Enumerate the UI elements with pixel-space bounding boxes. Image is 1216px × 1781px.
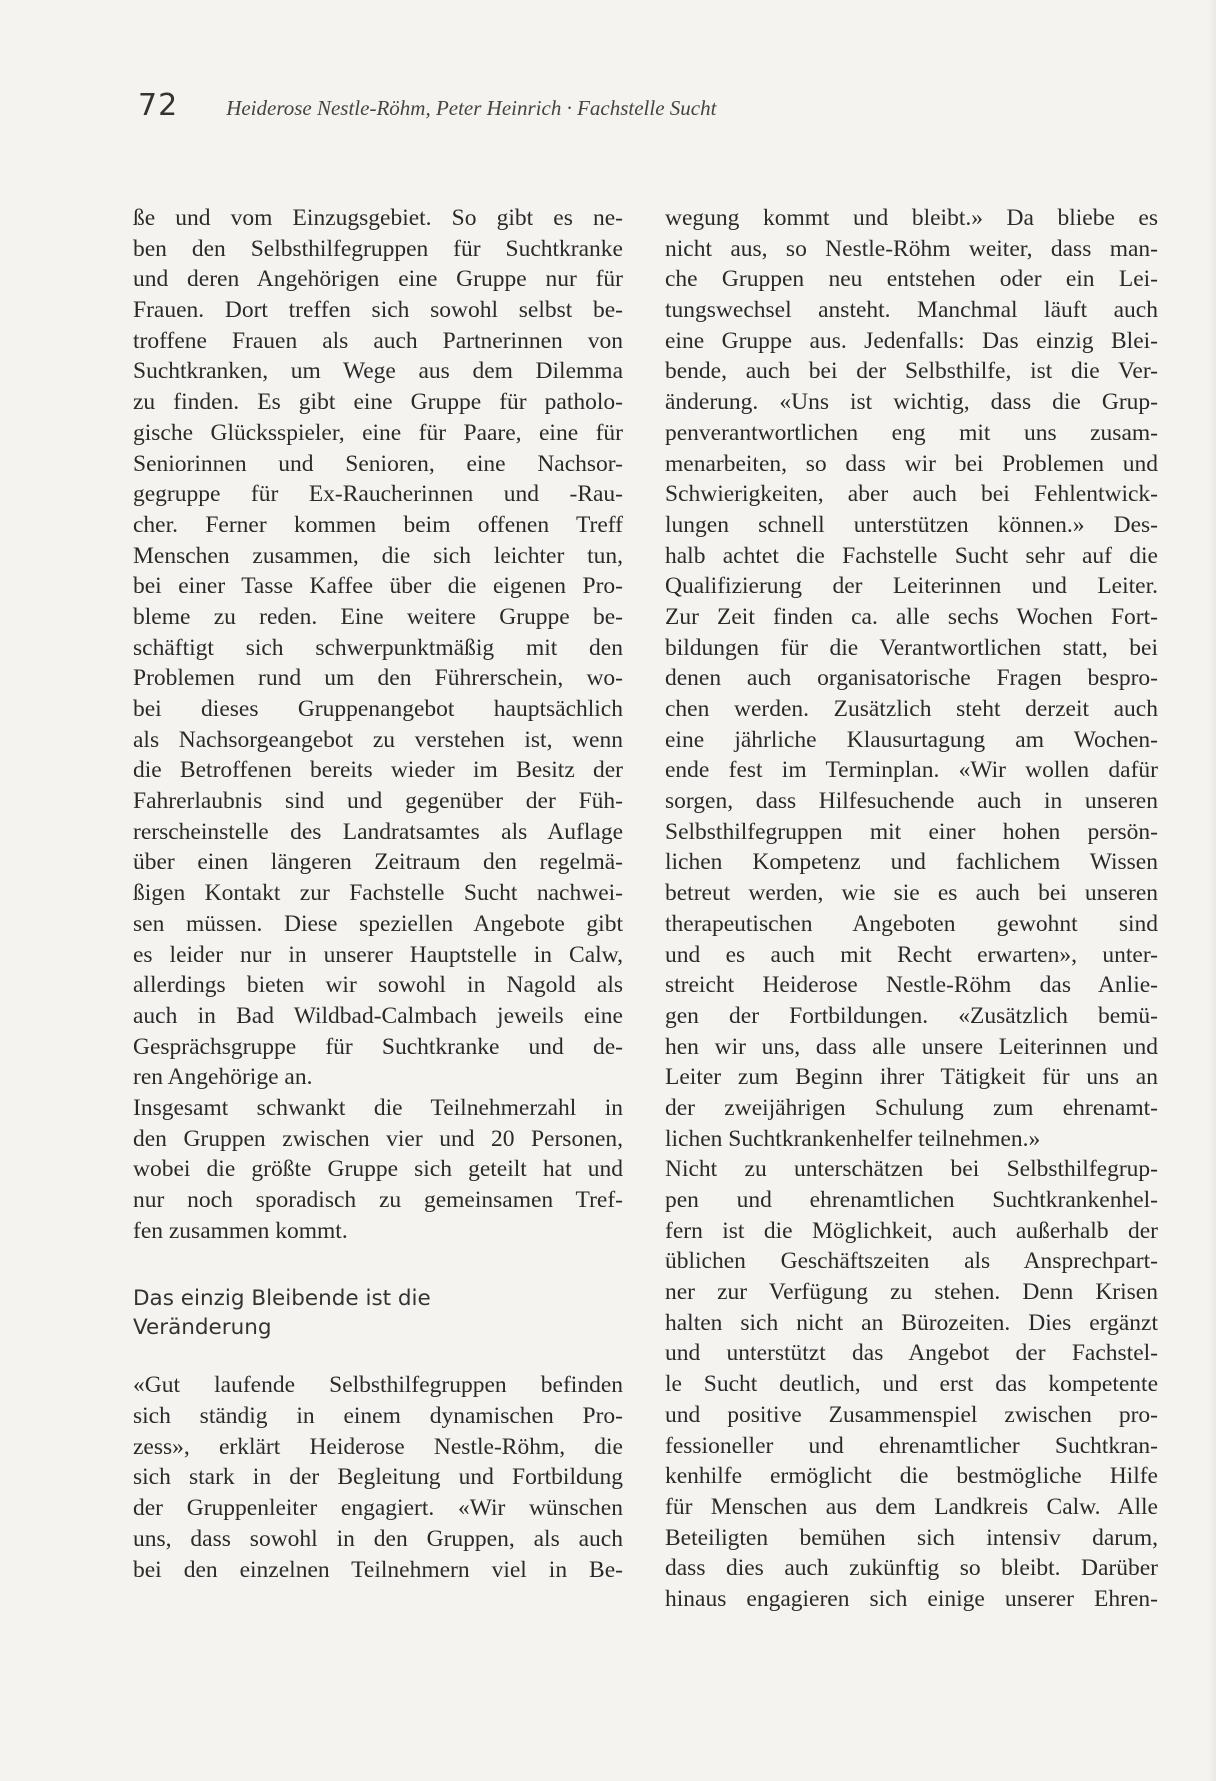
- text-line: penverantwortlichen eng mit uns zusam-: [665, 419, 1158, 446]
- text-line: ben den Selbsthilfegruppen für Suchtkranke: [133, 235, 623, 262]
- text-line: Zur Zeit finden ca. alle sechs Wochen Fort-: [665, 603, 1158, 630]
- text-line: uns, dass sowohl in den Gruppen, als auch: [133, 1525, 623, 1552]
- text-line: bleme zu reden. Eine weitere Gruppe be-: [133, 603, 623, 630]
- text-line: betreut werden, wie sie es auch bei unseren: [665, 880, 1158, 907]
- text-line: eine Gruppe aus. Jedenfalls: Das einzig Blei-: [665, 327, 1158, 354]
- text-line: gegruppe für Ex-Raucherinnen und -Rau-: [133, 481, 623, 508]
- text-line: ende fest im Terminplan. «Wir wollen dafür: [665, 757, 1158, 784]
- text-line: lichen Kompetenz und fachlichem Wissen: [665, 849, 1158, 876]
- text-line: schäftigt sich schwerpunktmäßig mit den: [133, 634, 623, 661]
- text-line: dass dies auch zukünftig so bleibt. Darüber: [665, 1555, 1158, 1582]
- text-line: gische Glücksspieler, eine für Paare, eine für: [133, 419, 623, 446]
- text-line: le Sucht deutlich, und erst das kompetente: [665, 1371, 1158, 1398]
- text-line: der Gruppenleiter engagiert. «Wir wünschen: [133, 1495, 623, 1522]
- text-line: Nicht zu unterschätzen bei Selbsthilfegrup-: [665, 1156, 1158, 1183]
- text-line: Frauen. Dort treffen sich sowohl selbst be-: [133, 297, 623, 324]
- text-line: und unterstützt das Angebot der Fachstel-: [665, 1340, 1158, 1367]
- text-line: zess», erklärt Heiderose Nestle-Röhm, die: [133, 1433, 623, 1460]
- text-line: chen werden. Zusätzlich steht derzeit auch: [665, 696, 1158, 722]
- section-heading: [133, 1284, 623, 1342]
- text-line: zu finden. Es gibt eine Gruppe für patholo-: [133, 389, 623, 416]
- text-line: menarbeiten, so dass wir bei Problemen und: [665, 450, 1158, 477]
- text-line: che Gruppen neu entstehen oder ein Lei-: [665, 266, 1158, 293]
- text-line: es leider nur in unserer Hauptstelle in Calw,: [133, 941, 623, 968]
- text-line: Qualifizierung der Leiterinnen und Leiter.: [665, 573, 1158, 600]
- text-line: der zweijährigen Schulung zum ehrenamt-: [665, 1094, 1158, 1121]
- text-line: hinaus engagieren sich einige unserer Ehren-: [665, 1585, 1158, 1612]
- text-line: Selbsthilfegruppen mit einer hohen persön-: [665, 818, 1158, 845]
- text-line: Leiter zum Beginn ihrer Tätigkeit für uns an: [665, 1064, 1158, 1091]
- text-line: sich stark in der Begleitung und Fortbildung: [133, 1464, 623, 1491]
- page-number: 72: [138, 88, 179, 123]
- paragraph: [665, 203, 1158, 1154]
- text-line: halb achtet die Fachstelle Sucht sehr auf die: [665, 542, 1158, 569]
- text-line: bei den einzelnen Teilnehmern viel in Be-: [133, 1556, 623, 1583]
- text-line: pen und ehrenamtlichen Suchtkrankenhel-: [665, 1187, 1158, 1213]
- text-line: nur noch sporadisch zu gemeinsamen Tref-: [133, 1187, 623, 1213]
- text-line: allerdings bieten wir sowohl in Nagold als: [133, 972, 623, 999]
- text-line: Fahrerlaubnis sind und gegenüber der Füh-: [133, 788, 623, 815]
- text-line: Menschen zusammen, die sich leichter tun,: [133, 542, 623, 569]
- text-line: wobei die größte Gruppe sich geteilt hat und: [133, 1156, 623, 1183]
- text-line: wegung kommt und bleibt.» Da bliebe es: [665, 205, 1158, 231]
- text-line: ßigen Kontakt zur Fachstelle Sucht nachwei-: [133, 880, 623, 907]
- text-line: sorgen, dass Hilfesuchende auch in unseren: [665, 788, 1158, 815]
- text-line: «Gut laufende Selbsthilfegruppen befinden: [133, 1372, 623, 1399]
- text-line: Suchtkranken, um Wege aus dem Dilemma: [133, 358, 623, 385]
- text-line: eine jährliche Klausurtagung am Wochen-: [665, 726, 1158, 753]
- heading-line: Das einzig Bleibende ist die: [133, 1286, 431, 1312]
- paragraph: [133, 1093, 623, 1246]
- text-line: streicht Heiderose Nestle-Röhm das Anlie-: [665, 972, 1158, 999]
- text-line: die Betroffenen bereits wieder im Besitz der: [133, 757, 623, 784]
- text-line: Problemen rund um den Führerschein, wo-: [133, 665, 623, 692]
- paragraph: [665, 1154, 1158, 1614]
- text-line: fern ist die Möglichkeit, auch außerhalb der: [665, 1217, 1158, 1244]
- text-line: als Nachsorgeangebot zu verstehen ist, wenn: [133, 726, 623, 753]
- text-line: Seniorinnen und Senioren, eine Nachsor-: [133, 450, 623, 477]
- text-line: für Menschen aus dem Landkreis Calw. Alle: [665, 1493, 1158, 1520]
- section-spacer: [133, 1246, 623, 1284]
- text-line: sen müssen. Diese speziellen Angebote gibt: [133, 910, 623, 937]
- text-line: üblichen Geschäftszeiten als Ansprechpart-: [665, 1248, 1158, 1275]
- text-line: bildungen für die Verantwortlichen statt, bei: [665, 634, 1158, 661]
- text-line: gen der Fortbildungen. «Zusätzlich bemü-: [665, 1002, 1158, 1029]
- text-line: bei einer Tasse Kaffee über die eigenen Pro-: [133, 573, 623, 600]
- text-line: kenhilfe ermöglicht die bestmögliche Hilfe: [665, 1463, 1158, 1490]
- text-line: bei dieses Gruppenangebot hauptsächlich: [133, 696, 623, 722]
- running-head: Heiderose Nestle-Röhm, Peter Heinrich · Fachstelle Sucht: [226, 96, 717, 120]
- text-line: Gesprächsgruppe für Suchtkranke und de-: [133, 1033, 623, 1060]
- text-line: den Gruppen zwischen vier und 20 Personen,: [133, 1125, 623, 1152]
- text-line: halten sich nicht an Bürozeiten. Dies ergänzt: [665, 1309, 1158, 1336]
- text-line: cher. Ferner kommen beim offenen Treff: [133, 511, 623, 538]
- heading-line: Veränderung: [133, 1315, 272, 1341]
- text-line: und deren Angehörigen eine Gruppe nur für: [133, 266, 623, 293]
- text-line: ren Angehörige an.: [133, 1064, 313, 1091]
- text-line: ße und vom Einzugsgebiet. So gibt es ne-: [133, 205, 623, 231]
- text-line: hen wir uns, dass alle unsere Leiterinnen und: [665, 1033, 1158, 1060]
- text-line: troffene Frauen als auch Partnerinnen von: [133, 327, 623, 354]
- text-line: fessioneller und ehrenamtlicher Suchtkran-: [665, 1432, 1158, 1459]
- text-line: auch in Bad Wildbad-Calmbach jeweils eine: [133, 1002, 623, 1029]
- left-column: [133, 203, 623, 1585]
- text-line: rerscheinstelle des Landratsamtes als Auflage: [133, 818, 623, 845]
- text-line: über einen längeren Zeitraum den regelmä-: [133, 849, 623, 876]
- text-line: und positive Zusammenspiel zwischen pro-: [665, 1401, 1158, 1428]
- right-column: [665, 203, 1158, 1615]
- text-line: denen auch organisatorische Fragen bespro-: [665, 665, 1158, 692]
- text-line: sich ständig in einem dynamischen Pro-: [133, 1403, 623, 1430]
- text-line: Schwierigkeiten, aber auch bei Fehlentwick-: [665, 481, 1158, 508]
- section-spacer: [133, 1342, 623, 1370]
- paragraph: [133, 1370, 623, 1585]
- text-line: tungswechsel ansteht. Manchmal läuft auch: [665, 297, 1158, 324]
- text-line: ner zur Verfügung zu stehen. Denn Krisen: [665, 1279, 1158, 1306]
- text-line: Beteiligten bemühen sich intensiv darum,: [665, 1524, 1158, 1551]
- paragraph: [133, 203, 623, 1093]
- page-header: [138, 88, 716, 123]
- text-line: lichen Suchtkrankenhelfer teilnehmen.»: [665, 1125, 1041, 1152]
- text-line: Insgesamt schwankt die Teilnehmerzahl in: [133, 1094, 623, 1121]
- text-line: fen zusammen kommt.: [133, 1217, 348, 1244]
- text-line: nicht aus, so Nestle-Röhm weiter, dass man-: [665, 235, 1158, 262]
- text-line: änderung. «Uns ist wichtig, dass die Grup-: [665, 389, 1158, 416]
- page-edge-shadow: [1208, 0, 1216, 1781]
- text-line: bende, auch bei der Selbsthilfe, ist die Ver-: [665, 358, 1158, 385]
- text-line: therapeutischen Angeboten gewohnt sind: [665, 910, 1158, 937]
- text-line: und es auch mit Recht erwarten», unter-: [665, 941, 1158, 968]
- text-line: lungen schnell unterstützen können.» Des-: [665, 511, 1158, 538]
